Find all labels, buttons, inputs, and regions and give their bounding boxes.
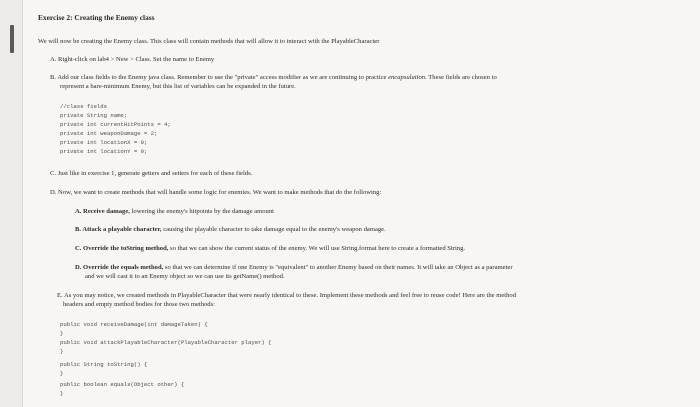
intro-text: We will now be creating the Enemy class. This class will contain methods that will allow it to interact with the PlayableCharacter — [38, 38, 380, 45]
step-e-line1: E. As you may notice, we created methods in PlayableCharacter that were nearly identical to these. Implement these methods and feel free to reuse code! Here are the method — [57, 292, 516, 299]
sub-step-c-rest: so that we can show the current status of the enemy. We will use String.format here to create a formatted String. — [168, 245, 466, 252]
step-d: D. Now, we want to create methods that will handle some logic for enemies. We want to make methods that do the following: — [50, 189, 382, 196]
code-line-field-locx: private int locationX = 0; — [60, 139, 148, 146]
sub-step-d-rest: so that we can determine if one Enemy is "equivalent" to another Enemy based on their names. It will take an Object as a parameter — [163, 264, 513, 271]
code-line-close-brace-3: } — [60, 370, 64, 377]
code-line-attack: public void attackPlayableCharacter(PlayableCharacter player) { — [60, 339, 272, 346]
code-line-close-brace-1: } — [60, 330, 64, 337]
step-b-line2: represent a bare-minimum Enemy, but this list of variables can be expanded in the future. — [60, 83, 296, 90]
step-b-pre: B. Add our class fields to the Enemy java class. Remember to use the "private" access modifier as we are continuing to practice — [50, 74, 389, 81]
step-e-line2: headers and empty method bodies for those two methods: — [63, 301, 215, 308]
sub-step-a-rest: lowering the enemy's hitpoints by the damage amount — [129, 208, 274, 215]
step-b-post: These fields are chosen to — [426, 74, 497, 81]
document-page — [22, 0, 700, 407]
sub-step-a-bold: A. Receive damage, — [75, 208, 130, 215]
page-edge-marker — [10, 25, 14, 53]
code-line-close-brace-2: } — [60, 348, 64, 355]
code-line-tostring: public String toString() { — [60, 361, 148, 368]
sub-step-a — [75, 208, 274, 216]
sub-step-b-bold: B. Attack a playable character, — [75, 226, 162, 233]
sub-step-b — [75, 226, 386, 234]
step-b-emphasis: encapsulation. — [388, 74, 427, 81]
code-line-field-name: private String name; — [60, 112, 128, 119]
sub-step-c — [75, 245, 465, 253]
sub-step-d-line2: and we will cast it to an Enemy object so we can use its getName() method. — [85, 273, 285, 280]
sub-step-c-bold: C. Override the toString method, — [75, 245, 169, 252]
sub-step-d-line1 — [75, 264, 513, 272]
code-line-receive-damage: public void receiveDamage(int damageTaken) { — [60, 321, 208, 328]
sub-step-b-rest: causing the playable character to take damage equal to the enemy's weapon damage. — [161, 226, 386, 233]
code-line-field-comment: //class fields — [60, 103, 107, 110]
code-line-field-locy: private int locationY = 0; — [60, 148, 148, 155]
sub-step-d-bold: D. Override the equals method, — [75, 264, 164, 271]
step-c: C. Just like in exercise 1, generate getters and setters for each of these fields. — [50, 170, 253, 177]
step-a: A. Right-click on lab4 > New > Class. Set the name to Enemy — [50, 56, 215, 63]
exercise-title: Exercise 2: Creating the Enemy class — [38, 13, 155, 22]
code-line-equals: public boolean equals(Object other) { — [60, 381, 185, 388]
code-line-field-weapon: private int weaponDamage = 2; — [60, 130, 158, 137]
code-line-field-hitpoints: private int currentHitPoints = 4; — [60, 121, 171, 128]
code-line-close-brace-4: } — [60, 390, 64, 397]
step-b-line1 — [50, 74, 497, 82]
